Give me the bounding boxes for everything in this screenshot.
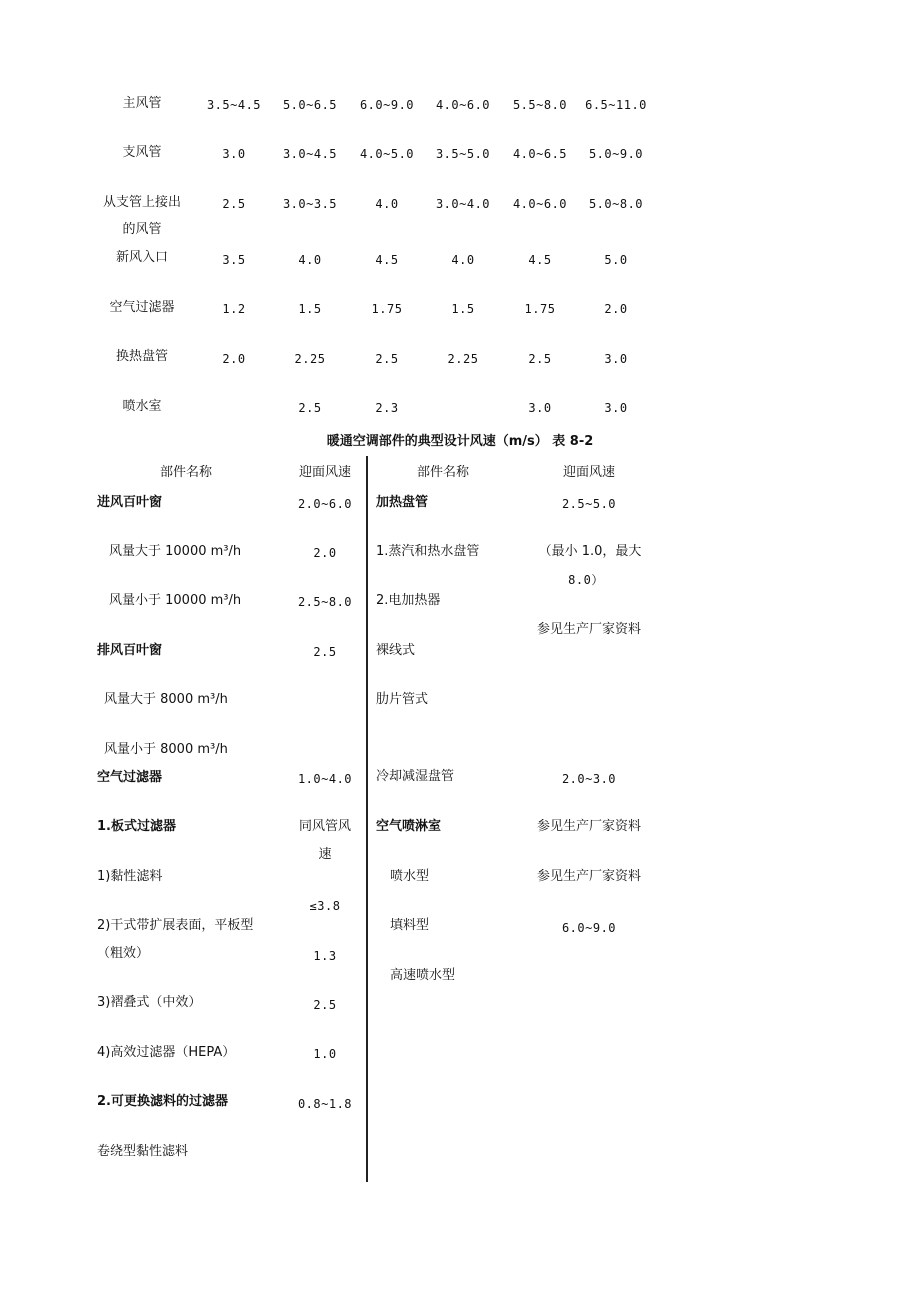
speed-value: 3.5~4.5: [206, 98, 262, 112]
left-item-name: 风量小于 10000 m³/h: [109, 593, 242, 608]
left-item-speed: 1.0~4.0: [297, 772, 353, 786]
row-name-main-duct: 主风管: [122, 96, 162, 111]
row-name-sub-branch-line2: 的风管: [122, 222, 162, 237]
left-item-name: 排风百叶窗: [97, 643, 163, 658]
speed-value: 4.0: [375, 197, 399, 211]
speed-value: 2.5: [528, 352, 552, 366]
speed-value: 5.0: [604, 253, 628, 267]
speed-value: 4.0~5.0: [359, 147, 415, 161]
speed-value: 4.0: [298, 253, 322, 267]
left-item-name: 2.可更换滤料的过滤器: [97, 1094, 228, 1109]
speed-value: 3.5~5.0: [435, 147, 491, 161]
speed-value: 1.75: [524, 302, 556, 316]
speed-value: 2.5: [375, 352, 399, 366]
speed-value: 1.75: [371, 302, 403, 316]
speed-value: 3.0: [528, 401, 552, 415]
right-item-speed: 参见生产厂家资料: [536, 622, 642, 637]
left-item-name: 风量小于 8000 m³/h: [104, 742, 228, 757]
left-item-speed: 2.5~8.0: [297, 595, 353, 609]
left-item-name: 1)黏性滤料: [97, 869, 163, 884]
speed-value: 6.5~11.0: [585, 98, 647, 112]
speed-value: 4.0~6.0: [512, 197, 568, 211]
right-item-name: 肋片管式: [376, 692, 429, 707]
left-item-name: 空气过滤器: [97, 770, 163, 785]
speed-value: 2.25: [294, 352, 326, 366]
table-title: 暖通空调部件的典型设计风速（m/s） 表 8-2: [326, 434, 594, 449]
speed-value: 2.0: [222, 352, 246, 366]
left-item-speed: 2.0: [313, 546, 337, 560]
right-item-name: 喷水型: [390, 869, 430, 884]
row-name-sub-branch-line1: 从支管上接出: [102, 195, 182, 210]
right-item-speed: 2.5~5.0: [561, 497, 617, 511]
row-name-branch-duct: 支风管: [122, 145, 162, 160]
left-item-name: 1.板式过滤器: [97, 819, 176, 834]
left-item-speed: 0.8~1.8: [297, 1097, 353, 1111]
speed-value: 5.0~6.5: [282, 98, 338, 112]
left-item-name: 卷绕型黏性滤料: [97, 1144, 189, 1159]
right-item-name: 冷却减湿盘管: [376, 769, 455, 784]
speed-value: 4.5: [528, 253, 552, 267]
row-name-fresh-air-inlet: 新风入口: [115, 250, 169, 265]
row-name-spray-chamber: 喷水室: [122, 399, 162, 414]
right-item-speed: 参见生产厂家资料: [536, 819, 642, 834]
left-item-speed: 2.0~6.0: [297, 497, 353, 511]
speed-value: 5.0~9.0: [588, 147, 644, 161]
right-item-speed: 参见生产厂家资料: [536, 869, 642, 884]
left-item-speed-line1: 同风管风: [298, 819, 352, 834]
left-header-name: 部件名称: [159, 465, 213, 480]
left-item-name: 3)褶叠式（中效）: [97, 995, 202, 1010]
speed-value: 3.0~4.5: [282, 147, 338, 161]
left-item-name: 风量大于 8000 m³/h: [104, 692, 228, 707]
speed-value: 3.0: [222, 147, 246, 161]
right-header-name: 部件名称: [416, 465, 470, 480]
speed-value: 5.5~8.0: [512, 98, 568, 112]
right-item-name: 加热盘管: [376, 495, 429, 510]
left-header-speed: 迎面风速: [298, 465, 352, 480]
left-item-speed-line2: 速: [318, 847, 332, 862]
right-item-name: 填料型: [390, 918, 430, 933]
right-item-name: 空气喷淋室: [376, 819, 442, 834]
column-divider: [366, 456, 368, 1182]
left-item-name-line1: 2)干式带扩展表面，平板型: [97, 918, 254, 933]
speed-value: 3.0~4.0: [435, 197, 491, 211]
speed-value: 2.0: [604, 302, 628, 316]
left-item-name: 4)高效过滤器（HEPA）: [97, 1045, 236, 1060]
right-item-speed-line2: 8.0）: [568, 573, 604, 587]
left-item-name-line2: （粗效）: [97, 946, 150, 961]
speed-value: 5.0~8.0: [588, 197, 644, 211]
row-name-heat-coil: 换热盘管: [115, 349, 169, 364]
left-item-name: 进风百叶窗: [97, 495, 163, 510]
speed-value: 3.0: [604, 352, 628, 366]
right-header-speed: 迎面风速: [562, 465, 616, 480]
speed-value: 2.25: [447, 352, 479, 366]
row-name-air-filter: 空气过滤器: [109, 300, 175, 315]
speed-value: 4.5: [375, 253, 399, 267]
right-item-speed-line1: （最小 1.0，最大: [538, 544, 642, 559]
right-item-name: 1.蒸汽和热水盘管: [376, 544, 480, 559]
left-item-speed: 2.5: [313, 645, 337, 659]
speed-value: 1.5: [298, 302, 322, 316]
speed-value: 2.5: [298, 401, 322, 415]
speed-value: 1.2: [222, 302, 246, 316]
speed-value: 2.3: [375, 401, 399, 415]
speed-value: 3.0: [604, 401, 628, 415]
right-item-name: 高速喷水型: [390, 968, 456, 983]
speed-value: 4.0~6.0: [435, 98, 491, 112]
left-item-speed: ≤3.8: [309, 899, 341, 913]
left-item-speed: 2.5: [313, 998, 337, 1012]
speed-value: 4.0: [451, 253, 475, 267]
left-item-speed: 1.0: [313, 1047, 337, 1061]
right-item-speed: 6.0~9.0: [561, 921, 617, 935]
speed-value: 3.0~3.5: [282, 197, 338, 211]
left-item-name: 风量大于 10000 m³/h: [109, 544, 242, 559]
speed-value: 2.5: [222, 197, 246, 211]
right-item-speed: 2.0~3.0: [561, 772, 617, 786]
right-item-name: 2.电加热器: [376, 593, 441, 608]
speed-value: 4.0~6.5: [512, 147, 568, 161]
speed-value: 3.5: [222, 253, 246, 267]
speed-value: 1.5: [451, 302, 475, 316]
left-item-speed: 1.3: [313, 949, 337, 963]
right-item-name: 裸线式: [376, 643, 416, 658]
speed-value: 6.0~9.0: [359, 98, 415, 112]
